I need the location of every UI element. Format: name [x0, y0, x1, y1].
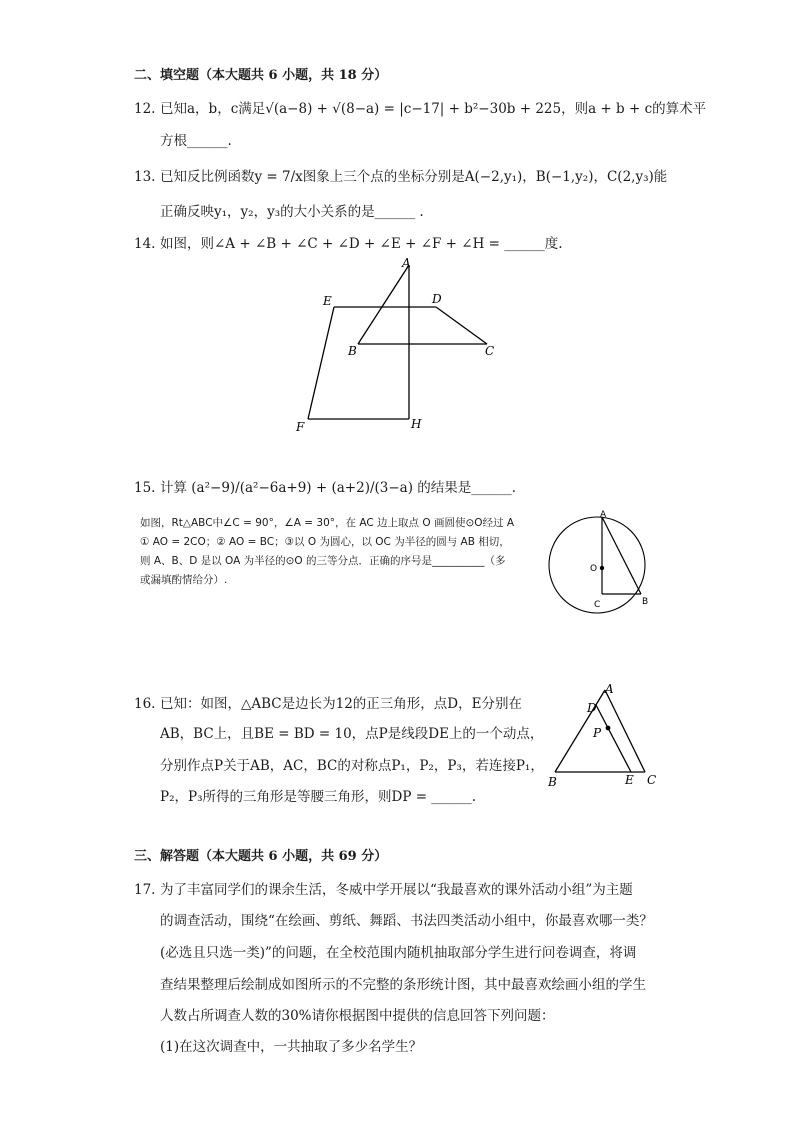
point-label-c: C: [647, 773, 657, 787]
section-title: 三、解答题（本大题共 6 小题，共 69 分）: [134, 849, 388, 864]
question-text: (必选且只选一类)”的问题，在全校范围内随机抽取部分学生进行问卷调查，将调: [160, 945, 637, 961]
sub-question: (1)在这次调查中，一共抽取了多少名学生？: [160, 1039, 423, 1055]
point-label-d: D: [587, 701, 597, 715]
question-text: AB，BC上，且BE = BD = 10，点P是线段DE上的一个动点，: [160, 726, 544, 742]
triangle-figure-q16: [543, 680, 663, 790]
question-text: 的调查活动，围绕“在绘画、剪纸、舞蹈、书法四类活动小组中，你最喜欢哪一类？: [160, 913, 653, 929]
question-text: 为了丰富同学们的课余生活，冬威中学开展以“我最喜欢的课外活动小组”为主题: [160, 882, 633, 898]
question-text: 已知：如图，△ABC是边长为12的正三角形，点D，E分别在: [160, 696, 522, 712]
question-text: 如图，Rt△ABC中∠C = 90°，∠A = 30°，在 AC 边上取点 O 画圆使⊙O经过 A: [140, 517, 515, 529]
point-label-e: E: [323, 294, 332, 308]
point-label-p: P: [593, 726, 602, 740]
question-number: 12.: [134, 101, 156, 117]
question-text: 已知a，b，c满足√(a−8) + √(8−a) = |c−17| + b²−30b + 225，则a + b + c的算术平: [160, 101, 707, 117]
question-text: 如图，则∠A + ∠B + ∠C + ∠D + ∠E + ∠F + ∠H = ______度.: [160, 236, 563, 252]
point-label-o: O: [590, 564, 598, 574]
question-text: 人数占所调查人数的30%请你根据图中提供的信息回答下列问题：: [160, 1008, 555, 1024]
point-label-a: A: [605, 682, 614, 696]
question-text: 已知反比例函数y = 7/x图象上三个点的坐标分别是A(−2,y₁)，B(−1,y₂)，C(2,y₃)能: [160, 169, 668, 185]
circle-figure-q15: [548, 508, 658, 618]
point-label-b: B: [548, 775, 557, 789]
point-label-c: C: [594, 600, 601, 610]
section-title: 二、填空题（本大题共 6 小题，共 18 分）: [134, 68, 388, 83]
question-text: 分别作点P关于AB，AC，BC的对称点P₁，P₂，P₃，若连接P₁，: [160, 758, 544, 774]
point-label-d: D: [432, 292, 442, 306]
question-number: 17.: [134, 882, 156, 898]
question-number: 13.: [134, 169, 156, 185]
point-label-a: A: [402, 256, 411, 270]
question-text: 方根______.: [160, 133, 232, 149]
question-text: 或漏填酌情给分）.: [140, 574, 228, 586]
point-label-h: H: [411, 417, 422, 431]
question-number: 16.: [134, 696, 156, 712]
point-label-a: A: [600, 510, 607, 520]
question-text: P₂，P₃所得的三角形是等腰三角形，则DP = ______.: [160, 789, 477, 805]
point-label-e: E: [625, 773, 634, 787]
point-label-c: C: [485, 344, 495, 358]
question-text: 计算 (a²−9)/(a²−6a+9) + (a+2)/(3−a) 的结果是______.: [160, 480, 517, 496]
question-text: 查结果整理后绘制成如图所示的不完整的条形统计图，其中最喜欢绘画小组的学生: [160, 977, 646, 993]
geometry-figure-q14: [290, 255, 510, 435]
point-label-f: F: [296, 420, 305, 434]
point-label-b: B: [642, 597, 649, 607]
question-number: 15.: [134, 480, 156, 496]
point-label-b: B: [348, 344, 357, 358]
question-text: 正确反映y₁，y₂，y₃的大小关系的是______ .: [160, 204, 424, 220]
question-text: ① AO = 2CO；② AO = BC；③以 O 为圆心，以 OC 为半径的圆与 AB 相切，: [140, 536, 510, 548]
question-text: 则 A、B、D 是以 OA 为半径的⊙O 的三等分点．正确的序号是__________（多: [140, 555, 506, 567]
question-number: 14.: [134, 236, 156, 252]
